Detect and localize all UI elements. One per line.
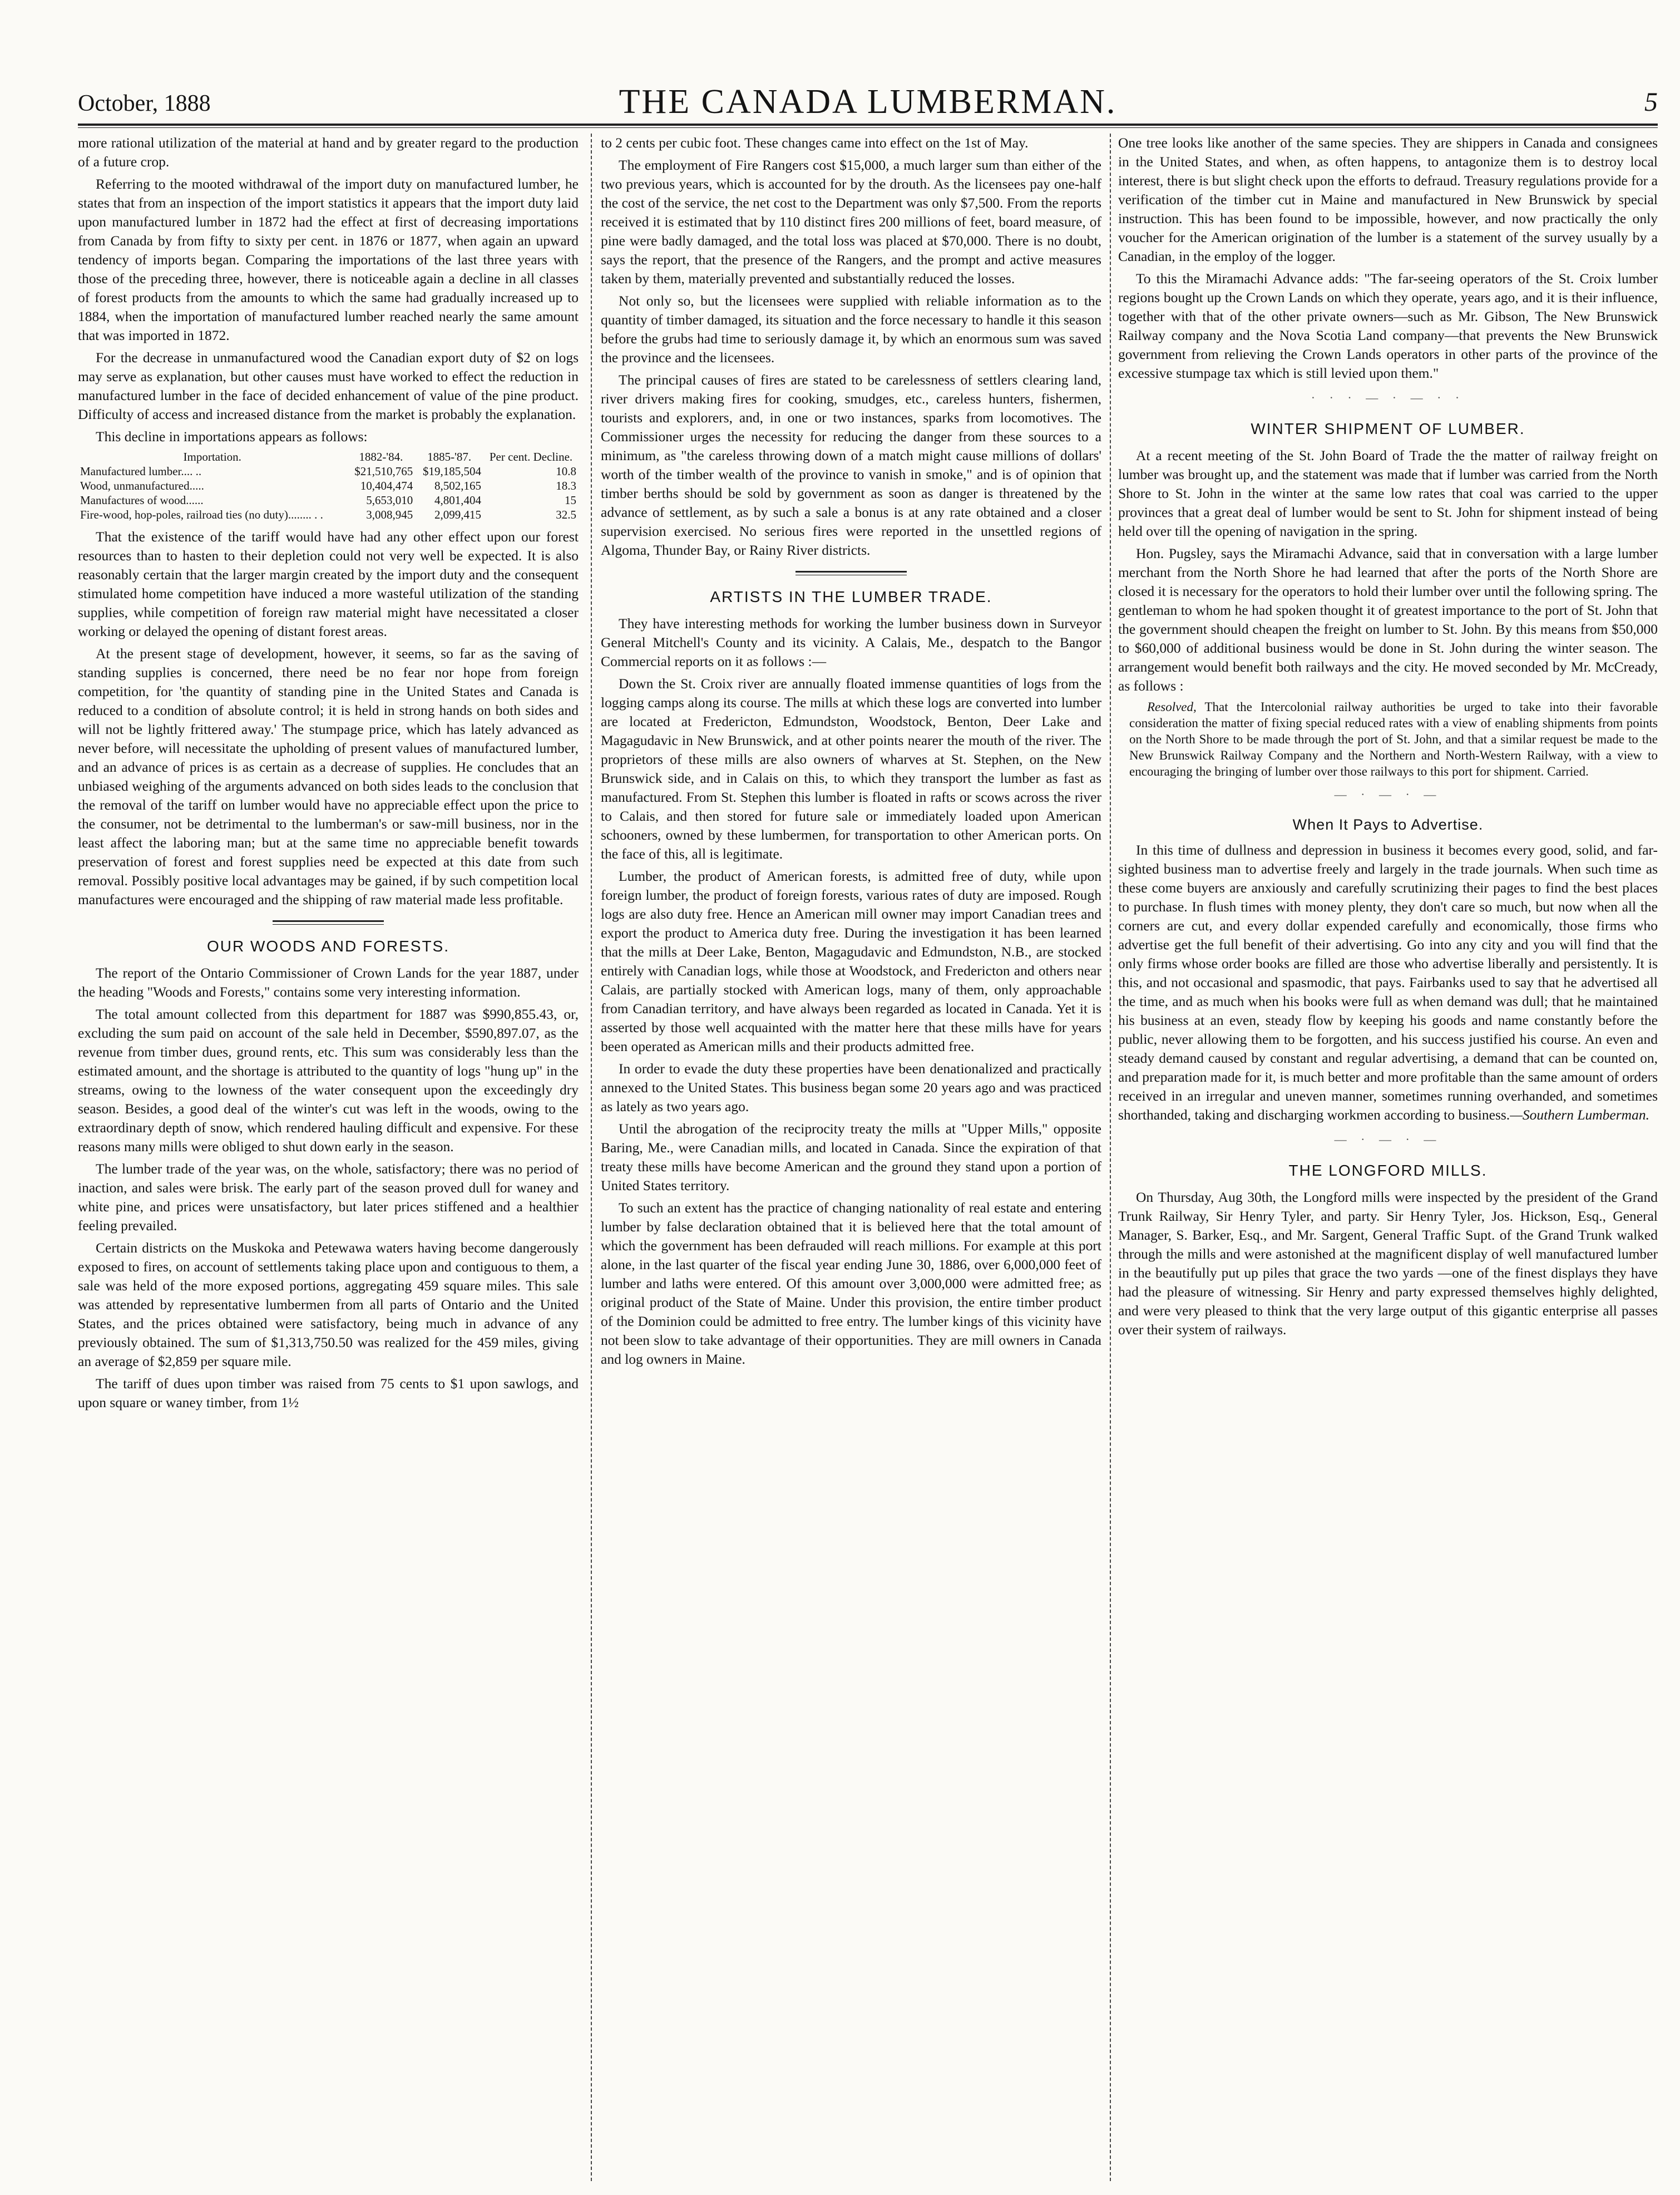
table-header: 1882-'84. (359, 450, 403, 463)
paragraph: They have interesting methods for working the lumber business down in Surveyor General Mitchell's County and its vicinity. A Calais, Me., despatch to the Bangor Commercial reports on it as follows :— (601, 615, 1101, 669)
table-cell: 10,404,474 (360, 479, 413, 492)
paragraph: In order to evade the duty these properties have been denationalized and practically annexed to the United States. This business began some 20 years ago and was practiced as lately as two years ago. (601, 1060, 1101, 1114)
paragraph: Until the abrogation of the reciprocity treaty the mills at "Upper Mills," opposite Baring, Me., were Canadian mills, and located in Canada. Since the expiration of that treaty these mills have become American and the ground they stand upon a portion of United States territory. (601, 1121, 1101, 1193)
table-cell: Manufactures of wood...... (80, 494, 204, 507)
table-cell: $19,185,504 (423, 465, 482, 478)
paragraph: On Thursday, Aug 30th, the Longford mills were inspected by the president of the Grand Trunk Railway, Sir Henry Tyler, and party. Sir Henry Tyler, Jos. Hickson, Esq., General Manager, S. Barker, Esq., and Mr. Sargent, General Traffic Supt. of the Grand Trunk walked through the mills and were astonished at the magnificent display of well manufactured lumber in the beautifully put up piles that grace the two yards —one of the finest displays they have had the pleasure of witnessing. Sir Henry and party expressed themselves highly delighted, and were very pleased to think that the very large output of this gigantic enterprise all passes over their system of railways. (1118, 1189, 1658, 1338)
column-1 (78, 134, 579, 2176)
masthead (78, 82, 1658, 122)
paragraph: At a recent meeting of the St. John Board of Trade the the matter of railway freight on lumber was brought up, and the statement was made that if lumber was carried from the North Shore to St. John in the winter at the same low rates that coal was carried to the upper provinces that a great deal of lumber would be sent to St. John for shipment instead of being held over till the opening of navigation in the spring. (1118, 447, 1658, 539)
table-row (78, 464, 579, 479)
section-divider (273, 920, 384, 925)
resolution-body: That the Intercolonial railway authorities be urged to take into their favorable consideration the matter of fixing special reduced rates with a view of enabling shipments from points on the North Shore to be made through the port of St. John, and that a similar request be made to the New Brunswick Railway Company and the Northern and North-Western Railway, with a view to encouraging the bringing of lumber over those railways to this port for shipment. Carried. (1129, 700, 1658, 778)
table-header: Per cent. Decline. (489, 450, 573, 463)
issue-date: October, 1888 (78, 91, 211, 116)
resolution-word: Resolved, (1147, 700, 1197, 714)
resolution-text (1118, 699, 1658, 780)
paragraph (1118, 841, 1658, 1124)
table-cell: $21,510,765 (354, 465, 413, 478)
section-divider: · · · — · — · · (1311, 391, 1465, 405)
table-cell: 5,653,010 (366, 494, 413, 507)
table-cell: 10.8 (556, 465, 576, 478)
paragraph: To this the Miramachi Advance adds: "The far-seeing operators of the St. Croix lumber regions bought up the Crown Lands on which they operate, years ago, and it is their influence, together with that of the other private owners—such as Mr. Gibson, The New Brunswick Railway company and the Nova Scotia Land company—that prevents the New Brunswick government from relieving the Crown Lands operators in other parts of the province of the excessive stumpage tax which is still levied upon them." (1118, 270, 1658, 381)
paragraph: This decline in importations appears as follows: (96, 428, 368, 445)
paragraph: The tariff of dues upon timber was raised from 75 cents to $1 upon sawlogs, and upon square or waney timber, from 1½ (78, 1375, 579, 1410)
table-cell: Fire-wood, hop-poles, railroad ties (no duty)........ . . (80, 508, 323, 521)
paragraph: Referring to the mooted withdrawal of the import duty on manufactured lumber, he states that from an inspection of the import statistics it appears that the import duty laid upon manufactured lumber in 1872 had the effect at first of decreasing importations from Canada by from fifty to sixty per cent. in 1876 or 1877, when again an upward tendency of imports began. Comparing the importations of the last three years with those of the preceding three, however, there is noticeable again a decline in all classes of forest products from the amounts to which the same had gradually increased up to 1884, when the importation of manufactured lumber reached nearly the same amount that was imported in 1872. (78, 176, 579, 343)
paragraph: At the present stage of development, however, it seems, so far as the saving of standing supplies is concerned, there need be no fear nor hope from foreign competition, for 'the quantity of standing pine in the United States and Canada is reduced to a condition of absolute control; it is held in strong hands on both sides and will not be lightly frittered away.' The stumpage price, which has lately advanced as never before, will necessitate the upholding of present values of manufactured lumber, and an advance of prices is as certain as a decrease of supplies. He concludes that an unbiased weighing of the arguments advanced on both sides leads to the conclusion that the removal of the tariff on lumber would have no appreciable effect upon the price to the consumer, not be detrimental to the lumberman's or saw-mill business, nor in the least affect the laboring man; but at the same time no appreciable benefit towards preservation of forest and forest supplies need be expected at this date from such removal. Possibly positive local advantages may be gained, if by such competition local manufactures were encouraged and the shipping of raw material made less profitable. (78, 645, 579, 907)
article-heading: ARTISTS IN THE LUMBER TRADE. (710, 588, 992, 605)
table-cell: Wood, unmanufactured..... (80, 479, 204, 492)
column-2 (601, 134, 1101, 2176)
paragraph: One tree looks like another of the same species. They are shippers in Canada and consignees in the United States, and when, as often happens, to antagonize them is to destroy local interest, there is but slight check upon the efforts to defraud. Treasury regulations provide for a verification of the timber cut in Maine and manufactured in New Brunswick by special instruction. This has been found to be impossible, however, and now practically the only voucher for the American origination of the lumber is a statement of the survey usually by a Canadian, in the employ of the logger. (1118, 135, 1658, 264)
article-heading: OUR WOODS AND FORESTS. (206, 938, 450, 955)
table-cell: 3,008,945 (366, 508, 413, 521)
paragraph: That the existence of the tariff would have had any other effect upon our forest resources than to hasten to their depletion could not very well be expected. It is also reasonably certain that the larger margin created by the import duty and the consequent stimulated home competition have induced a more wasteful utilization of the standing supplies, while competition of foreign raw material might have necessitated a closer working or delayed the opening of distant forest areas. (78, 529, 579, 639)
table-cell: 2,099,415 (434, 508, 482, 521)
page-number: 5 (1644, 87, 1658, 117)
paragraph: Down the St. Croix river are annually floated immense quantities of logs from the logging camps along its course. The mills at which these logs are converted into lumber are located at Fredericton, Edmundston, Woodstock, Benton, Deer Lake and Magagudavic in New Brunswick, and at other points nearer the mouth of the river. The proprietors of these mills are also owners of wharves at St. Stephen, on the New Brunswick side, and in Calais on this, to which they transport the lumber as fast as manufactured. From St. Stephen this lumber is floated in rafts or scows across the river to Calais, and then stored for future sale or immediately loaded upon American schooners, owned by these lumbermen, for transportation to other American ports. On the face of this, all is legitimate. (601, 675, 1101, 862)
masthead-rule (78, 124, 1658, 128)
section-divider (795, 571, 907, 575)
table-cell: Manufactured lumber.... .. (80, 465, 202, 478)
section-divider: — · — · — (1334, 1132, 1442, 1146)
table-row (78, 479, 579, 493)
paragraph: Lumber, the product of American forests, is admitted free of duty, while upon foreign lumber, the product of foreign forests, various rates of duty are imposed. Rough logs are also duty free. Hence an American mill owner may import Canadian trees and export the product to America duty free. During the investigation it has been learned that the mills at Deer Lake, Benton, Magagudavic and Edmundston, N.B., are stocked entirely with Canadian logs, while those at Woodstock, and Fredericton and others near Calais, are partially stocked with American logs, many of them, only approachable from Canadian territory, and have always been regarded as located in Canada. Yet it is asserted by those well acquainted with the matter here that these mills have for years been operated as American mills and their products admitted free. (601, 868, 1101, 1054)
column-divider-1 (591, 134, 592, 2181)
importation-table (78, 450, 579, 522)
table-cell: 32.5 (556, 508, 576, 521)
section-divider: — · — · — (1334, 787, 1442, 801)
paragraph: Hon. Pugsley, says the Miramachi Advance, said that in conversation with a large lumber merchant from the North Shore he had learned that after the ports of the North Shore are closed it is necessary for the operators to hold their lumber over until the following spring. The gentleman to whom he had spoken thought it of greatest importance to the port of St. John that the government should cheapen the freight on lumber to St. John. By this means from $50,000 to $60,000 of additional business would be done in St. John during the winter season. The arrangement would benefit both railways and the city. He moved seconded by Mr. McCready, as follows : (1118, 545, 1658, 694)
paragraph: The lumber trade of the year was, on the whole, satisfactory; there was no period of inaction, and sales were brisk. The early part of the season proved dull for waney and white pine, and prices were unsatisfactory, but later prices stiffened and a healthier feeling prevailed. (78, 1161, 579, 1234)
newspaper-title: THE CANADA LUMBERMAN. (619, 83, 1117, 121)
paragraph: more rational utilization of the material at hand and by greater regard to the production of a future crop. (78, 135, 579, 170)
paragraph: The employment of Fire Rangers cost $15,000, a much larger sum than either of the two previous years, which is accounted for by the drouth. As the licensees pay one-half the cost of the service, the net cost to the Department was only $7,500. From the reports received it is estimated that by 110 distinct fires 200 millions of feet, board measure, of pine were badly damaged, and the total loss was placed at $70,000. There is no doubt, says the report, that the presence of the Rangers, and the prompt and active measures taken by them, materially prevented and substantially reduced the losses. (601, 157, 1101, 287)
table-cell: 15 (565, 494, 576, 507)
paragraph: The principal causes of fires are stated to be carelessness of settlers clearing land, river drivers making fires for cooking, smudges, etc., careless hunters, fishermen, tourists and explorers, and, in one or two instances, sparks from locomotives. The Commissioner urges the necessity for reducing the danger from these sources to a minimum, as "the careless throwing down of a match might cause millions of dollars' worth of the timber wealth of the province to vanish in smoke," and is of opinion that timber berths should be sold by government as soon as danger is threatened by the advance of settlement, as by such a sale a bonus is at any rate obtained and a closer supervision exercised. No serious fires were reported in the unsettled regions of Algoma, Thunder Bay, or Rainy River districts. (601, 372, 1101, 558)
paragraph: For the decrease in unmanufactured wood the Canadian export duty of $2 on logs may serve as explanation, but other causes must have worked to effect the reduction in manufactured lumber in the face of decided enhancement of value of the pine product. Difficulty of access and increased distance from the market is probably the explanation. (78, 349, 579, 422)
paragraph: to 2 cents per cubic foot. These changes came into effect on the 1st of May. (601, 135, 1029, 151)
source-attribution: —Southern Lumberman. (1510, 1107, 1649, 1123)
table-cell: 8,502,165 (434, 479, 482, 492)
column-divider-2 (1110, 134, 1111, 2181)
paragraph: Not only so, but the licensees were supplied with reliable information as to the quantity of timber damaged, its situation and the force necessary to handle it this season before the grubs had time to seriously damage it, by which an enormous sum was saved the province and the licensees. (601, 293, 1101, 366)
paragraph: Certain districts on the Muskoka and Petewawa waters having become dangerously exposed to fires, on account of settlements taking place upon and contiguous to them, a sale was held of the more exposed portions, aggregating 459 square miles. This sale was attended by representative lumbermen from all parts of Ontario and the United States, and the prices obtained were satisfactory, being much in advance of any previously obtained. The sum of $1,313,750.50 was realized for the 459 miles, giving an average of $2,859 per square mile. (78, 1240, 579, 1369)
table-header-row (78, 450, 579, 464)
table-row (78, 507, 579, 522)
paragraph: The total amount collected from this department for 1887 was $990,855.43, or, excluding the sum paid on account of the sale held in December, $590,897.07, as the revenue from timber dues, ground rents, etc. This sum was considerably less than the estimated amount, and the shortage is attributed to the quantity of logs "hung up" in the streams, owing to the lowness of the water consequent upon the exceedingly dry season. Besides, a good deal of the winter's cut was left in the woods, owing to the extraordinary depth of snow, which rendered hauling difficult and expensive. For these reasons many mills were obliged to shut down early in the season. (78, 1006, 579, 1155)
table-cell: 18.3 (556, 479, 576, 492)
article-heading: THE LONGFORD MILLS. (1288, 1162, 1488, 1179)
table-header: Importation. (183, 450, 241, 463)
paragraph: To such an extent has the practice of changing nationality of real estate and entering lumber by false declaration obtained that it is believed here that the total amount of which the government has been defrauded will reach millions. For example at this port alone, in the last quarter of the fiscal year ending June 30, 1886, over 6,000,000 feet of lumber and laths were entered. Of this amount over 3,000,000 were admitted free; as original product of the State of Maine. Under this provision, the entire timber product of the Dominion could be admitted to free entry. The lumber kings of this vicinity have not been slow to take advantage of their opportunities. They are mill owners in Canada and log owners in Maine. (601, 1200, 1101, 1367)
paragraph: The report of the Ontario Commissioner of Crown Lands for the year 1887, under the heading "Woods and Forests," contains some very interesting information. (78, 965, 579, 1000)
column-3 (1118, 134, 1658, 2176)
article-heading: When It Pays to Advertise. (1292, 816, 1484, 833)
table-row (78, 493, 579, 507)
paragraph-body: In this time of dullness and depression in business it becomes every good, solid, and far-sighted business man to advertise freely and largely in the trade journals. When such time as these come buyers are anxiously and carefully scrutinizing their pages to find the best places to purchase. In flush times with money plenty, they don't care so much, but now when all the corners are cut, and every dollar expended carefully and economically, those firms who advertise get the full benefit of their advertising. Go into any city and you will find that the only firms whose order books are filled are those who advertise liberally and persistently. It is this, and not occasional and spasmodic, that pays. Fairbanks used to say that he advertised all the time, and as much when his books were full as when demand was dull; that he maintained his business at an even, steady flow by keeping his goods and name constantly before the public, never allowing them to be forgotten, and his success justified his course. An even and steady demand caused by constant and regular advertising, a demand that can be counted on, and preparation made for it, is much better and more profitable than the same amount of orders received in an irregular and uneven manner, sometimes running overhanded, and sometimes shorthanded, taking and discharging workmen according to business. (1118, 842, 1658, 1123)
article-heading: WINTER SHIPMENT OF LUMBER. (1251, 420, 1525, 437)
table-cell: 4,801,404 (434, 494, 482, 507)
table-header: 1885-'87. (427, 450, 472, 463)
